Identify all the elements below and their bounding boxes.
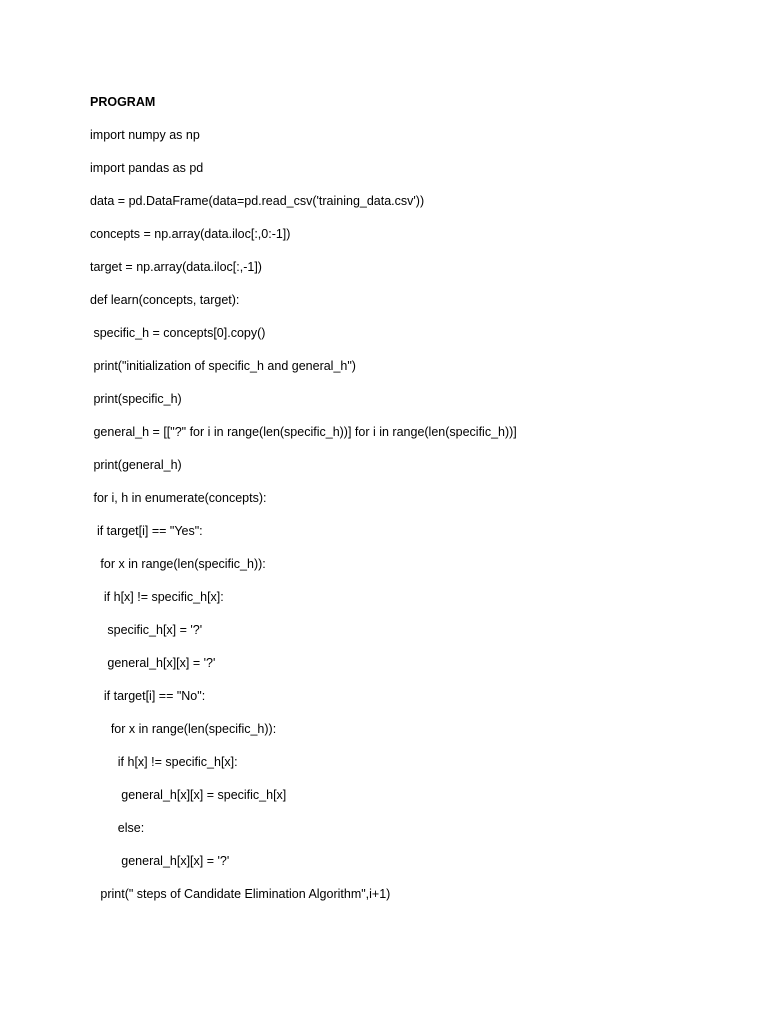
code-line-for-enumerate: for i, h in enumerate(concepts): <box>90 491 267 505</box>
code-line-target: target = np.array(data.iloc[:,-1]) <box>90 260 262 274</box>
code-line-print-specific-h: print(specific_h) <box>90 392 182 406</box>
code-line-print-steps: print(" steps of Candidate Elimination Algorithm",i+1) <box>90 887 391 901</box>
code-line-def-learn: def learn(concepts, target): <box>90 293 240 307</box>
code-line-for-x-no: for x in range(len(specific_h)): <box>90 722 277 736</box>
code-line-if-no: if target[i] == "No": <box>90 689 206 703</box>
code-line-general-h-generalize: general_h[x][x] = '?' <box>90 656 216 670</box>
code-line-print-general-h: print(general_h) <box>90 458 182 472</box>
code-line-specific-h-init: specific_h = concepts[0].copy() <box>90 326 266 340</box>
code-line-general-h-specialize: general_h[x][x] = specific_h[x] <box>90 788 287 802</box>
code-line-specific-h-generalize: specific_h[x] = '?' <box>90 623 203 637</box>
code-line-general-h-init: general_h = [["?" for i in range(len(specific_h))] for i in range(len(specific_h))] <box>90 425 517 439</box>
program-listing <box>90 94 730 919</box>
code-line-general-h-question: general_h[x][x] = '?' <box>90 854 230 868</box>
code-line-if-mismatch-no: if h[x] != specific_h[x]: <box>90 755 238 769</box>
code-line-concepts: concepts = np.array(data.iloc[:,0:-1]) <box>90 227 291 241</box>
code-line-import-numpy: import numpy as np <box>90 128 200 142</box>
code-line-if-mismatch-yes: if h[x] != specific_h[x]: <box>90 590 224 604</box>
code-line-else: else: <box>90 821 145 835</box>
program-heading: PROGRAM <box>90 95 156 109</box>
code-line-read-csv: data = pd.DataFrame(data=pd.read_csv('training_data.csv')) <box>90 194 425 208</box>
code-line-import-pandas: import pandas as pd <box>90 161 204 175</box>
code-line-if-yes: if target[i] == "Yes": <box>90 524 203 538</box>
code-line-print-init: print("initialization of specific_h and general_h") <box>90 359 356 373</box>
code-line-for-x-yes: for x in range(len(specific_h)): <box>90 557 266 571</box>
